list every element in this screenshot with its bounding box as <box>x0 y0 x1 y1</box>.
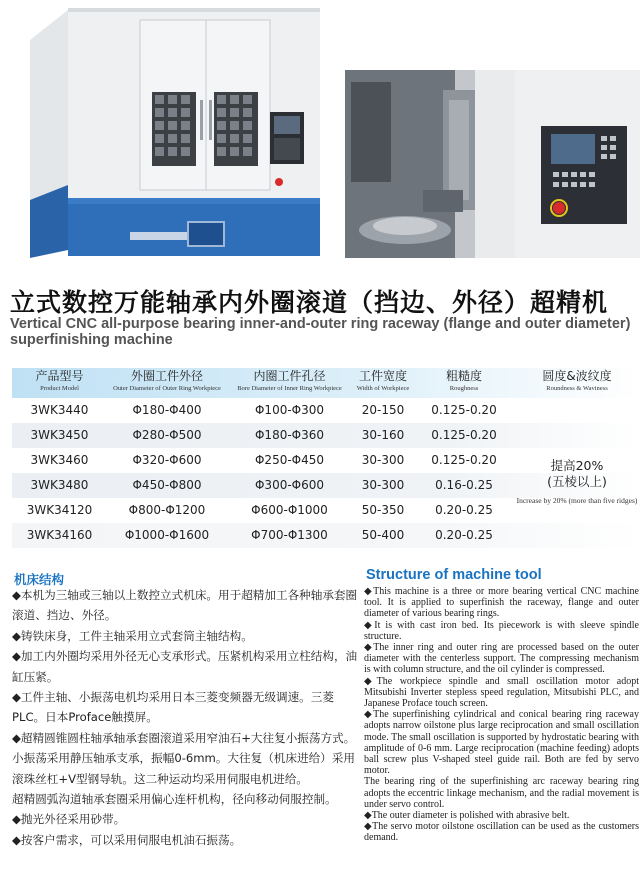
header-model <box>12 368 107 393</box>
list-item: ◆加工内外圈均采用外径无心支承形式。压紧机构采用立柱结构，油缸压紧。 <box>12 649 358 684</box>
list-item: ◆This machine is a three or more bearing vertical CNC machine tool. It is applied to superfinish the raceway, flange and outer diameter of various bearing rings. <box>364 586 639 620</box>
roundness-merged-cell <box>514 458 640 548</box>
header-cn: 外圈工件外径 <box>130 369 203 383</box>
cell-bore-diameter: Φ600-Φ1000 <box>251 503 328 517</box>
list-item: ◆The superfinishing cylindrical and conical bearing ring raceway adopts narrow oilstone plus large reciprocation and small oscillation mode. The small oscillation is supported by hydrostatic bearing with amplitude of 0-6 mm. Large reciprocation (machine feeding) adopts ball screw plus V-shaped steel guide rail. Both are fed by servo motor. <box>364 709 639 777</box>
machine-interior-photo <box>345 70 640 258</box>
roundness-en: Increase by 20% (more than five ridges) <box>516 496 638 505</box>
header-en: Roundness & Waviness <box>546 385 608 392</box>
header-cn: 内圈工件孔径 <box>253 369 326 383</box>
list-item: ◆本机为三轴或三轴以上数控立式机床。用于超精加工各种轴承套圈滚道、挡边、外径。 <box>12 588 358 623</box>
cell-roughness: 0.125-0.20 <box>431 428 497 442</box>
cell-roughness: 0.125-0.20 <box>431 453 497 467</box>
structure-list-cn <box>12 585 360 850</box>
header-cn: 粗糙度 <box>445 369 482 383</box>
cell-model: 3WK3460 <box>30 453 89 467</box>
header-en: Bore Diameter of Inner Ring Workpiece <box>237 385 342 392</box>
cell-bore-diameter: Φ700-Φ1300 <box>251 528 328 542</box>
cell-model: 3WK3440 <box>30 403 89 417</box>
cell-model: 3WK34120 <box>26 503 93 517</box>
cell-width: 50-400 <box>361 528 405 542</box>
list-item: 超精圆弧沟道轴承套圈采用偏心连杆机构，径向移动伺服控制。 <box>12 792 337 807</box>
cell-width: 50-350 <box>361 503 405 517</box>
machine-exterior-photo <box>0 0 320 268</box>
header-cn: 工件宽度 <box>358 369 407 383</box>
cell-bore-diameter: Φ250-Φ450 <box>254 453 325 467</box>
header-en: Outer Diameter of Outer Ring Workpiece <box>113 385 221 392</box>
cell-width: 30-160 <box>361 428 405 442</box>
header-roughness <box>414 368 514 393</box>
header-en: Roughness <box>449 385 479 392</box>
cell-outer-diameter: Φ1000-Φ1600 <box>124 528 210 542</box>
cell-outer-diameter: Φ800-Φ1200 <box>128 503 206 517</box>
cell-outer-diameter: Φ450-Φ800 <box>132 478 202 492</box>
cell-bore-diameter: Φ300-Φ600 <box>254 478 325 492</box>
cell-outer-diameter: Φ320-Φ600 <box>132 453 202 467</box>
list-item: ◆抛光外径采用砂带。 <box>12 812 126 827</box>
table-row <box>12 398 640 423</box>
cell-model: 3WK3480 <box>30 478 89 492</box>
list-item: ◆铸铁床身，工件主轴采用立式套筒主轴结构。 <box>12 628 253 643</box>
list-item: ◆工件主轴、小振荡电机均采用日本三菱变频器无级调速。三菱PLC。日本Proface触摸屏。 <box>12 690 334 725</box>
cell-bore-diameter: Φ180-Φ360 <box>254 428 325 442</box>
cell-roughness: 0.20-0.25 <box>435 528 493 542</box>
page-subtitle-en: Vertical CNC all-purpose bearing inner-and-outer ring raceway (flange and outer diameter) superfinishing machine <box>10 316 631 348</box>
list-item: ◆The servo motor oilstone oscillation can be used as the customers demand. <box>364 821 639 844</box>
header-width <box>352 368 414 393</box>
list-item: ◆按客户需求，可以采用伺服电机油石振荡。 <box>12 832 242 847</box>
list-item: ◆超精圆锥圆柱轴承轴承套圈滚道采用窄油石+大往复小振荡方式。小振荡采用静压轴承支承，振幅0-6mm。大往复（机床进给）采用滚珠丝杠+V型钢导轨。这二种运动均采用伺服电机进给。 <box>12 730 356 786</box>
table-row <box>12 423 640 448</box>
list-item: ◆It is with cast iron bed. Its piecework is with sleeve spindle structure. <box>364 619 639 642</box>
structure-list-en <box>364 586 639 844</box>
cell-model: 3WK34160 <box>26 528 93 542</box>
structure-title-en: Structure of machine tool <box>366 567 542 583</box>
cell-width: 20-150 <box>361 403 405 417</box>
roundness-cn-line2: (五棱以上) <box>547 474 607 489</box>
cell-width: 30-300 <box>361 478 405 492</box>
header-outer-diameter <box>107 368 227 393</box>
header-bore-diameter <box>227 368 352 393</box>
header-en: Product Model <box>40 385 79 392</box>
cell-outer-diameter: Φ180-Φ400 <box>132 403 202 417</box>
list-item: ◆The workpiece spindle and small oscillation motor adopt Mitsubishi Inverter stepless speed regulation, Mitsubishi PLC, and Japanese Proface touch screen. <box>364 675 639 710</box>
list-item: The bearing ring of the superfinishing arc raceway bearing ring adopts the eccentric linkage mechanism, and the radial movement is under servo control. <box>364 776 639 810</box>
header-roundness <box>514 368 640 393</box>
cell-bore-diameter: Φ100-Φ300 <box>254 403 325 417</box>
list-item: ◆The outer diameter is polished with abrasive belt. <box>364 810 570 822</box>
structure-title-cn: 机床结构 <box>14 572 65 587</box>
header-cn: 圆度&波纹度 <box>542 369 612 383</box>
header-en: Width of Workpiece <box>356 385 410 392</box>
cell-roughness: 0.20-0.25 <box>435 503 493 517</box>
roundness-cn-line1: 提高20% <box>550 458 604 473</box>
cell-roughness: 0.125-0.20 <box>431 403 497 417</box>
cell-outer-diameter: Φ280-Φ500 <box>132 428 202 442</box>
header-cn: 产品型号 <box>35 369 84 383</box>
cell-roughness: 0.16-0.25 <box>435 478 493 492</box>
list-item: ◆The inner ring and outer ring are processed based on the outer diameter with the centerless support. The compressing mechanism is with column structure, and the oil cylinder is compressed. <box>364 642 639 676</box>
cell-model: 3WK3450 <box>30 428 89 442</box>
cell-width: 30-300 <box>361 453 405 467</box>
table-header <box>12 368 640 398</box>
page-title: 立式数控万能轴承内外圈滚道（挡边、外径）超精机 <box>10 288 609 317</box>
